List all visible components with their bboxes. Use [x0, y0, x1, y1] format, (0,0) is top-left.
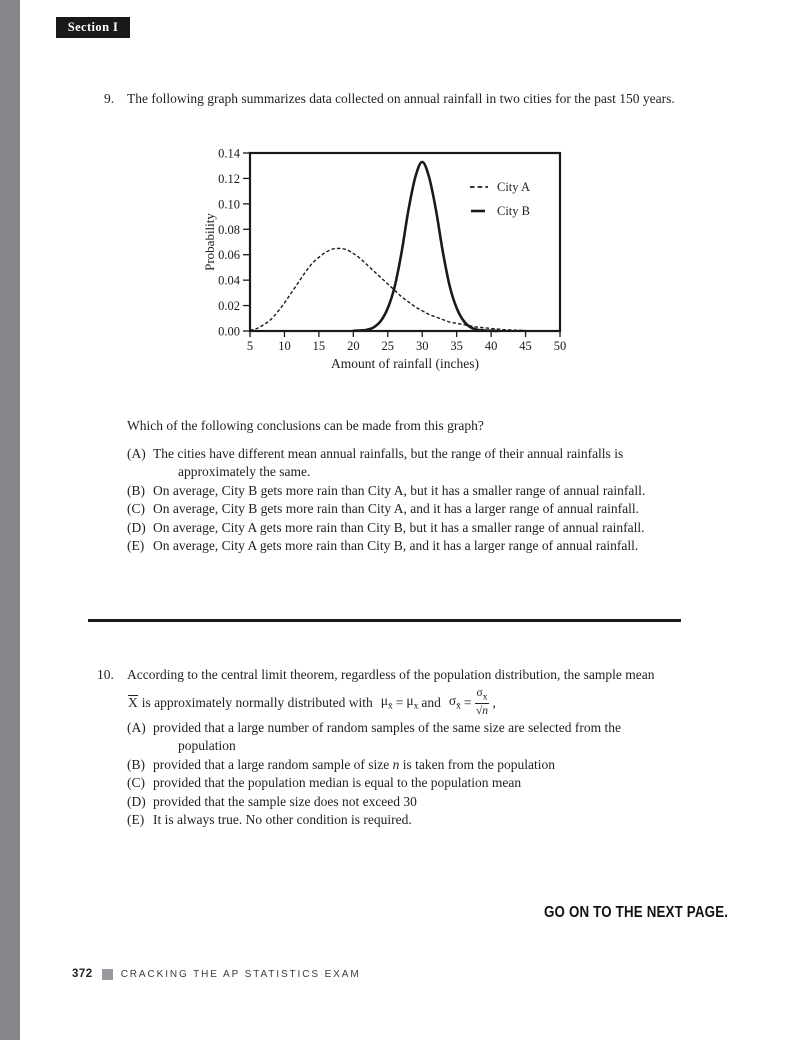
choice-9d-text: On average, City A gets more rain than City B, but it has a smaller range of annual rainfall. — [153, 519, 645, 535]
question-10-stem: According to the central limit theorem, regardless of the population distribution, the sample mean — [127, 667, 655, 682]
sigma-over-sqrt-n-fraction — [475, 687, 490, 717]
question-9-prompt: Which of the following conclusions can be made from this graph? — [127, 418, 484, 433]
page-edge-gray-strip — [0, 0, 20, 1040]
question-10 — [97, 666, 737, 718]
page-footer — [72, 968, 361, 980]
fraction-numerator: $\sigma_x$ — [476, 687, 488, 703]
choice-9b-label: (B) — [127, 482, 145, 498]
curve-city-a — [250, 248, 526, 330]
x-bar-symbol: X — [128, 694, 138, 710]
clt-formula — [127, 688, 737, 718]
choice-10c-text: provided that the population median is equal to the population mean — [153, 775, 522, 791]
choice-10b-label: (B) — [127, 756, 145, 772]
y-tick-label: 0.00 — [218, 324, 240, 339]
y-tick-label: 0.08 — [218, 222, 240, 237]
legend-label-city-b: City B — [497, 203, 530, 218]
page-number: 372 — [72, 968, 93, 980]
legend-label-city-a: City A — [497, 179, 530, 194]
choice-10a-text-cont: population — [178, 738, 236, 754]
chart-legend — [470, 180, 530, 228]
choice-10d-text: provided that the sample size does not exceed 30 — [153, 793, 417, 809]
choice-10a-label: (A) — [127, 720, 146, 735]
choice-9a-text-cont: approximately the same. — [178, 464, 311, 480]
x-tick-label: 15 — [312, 339, 326, 353]
x-tick-label: 35 — [450, 339, 463, 353]
choice-10b — [127, 756, 747, 774]
question-9-number: 9. — [104, 91, 115, 106]
choice-9a-label: (A) — [127, 446, 146, 461]
chart-y-axis-label: Probability — [202, 213, 217, 271]
x-tick-label: 50 — [553, 339, 567, 353]
and-word: and — [421, 694, 441, 710]
formula-mid-text: is approximately normally distributed with — [141, 694, 373, 710]
variable-n: n — [392, 756, 400, 772]
choice-9d-label: (D) — [127, 519, 146, 535]
question-9-choices — [127, 445, 727, 555]
choice-10b-text: provided that a large random sample of size n is taken from the population — [153, 756, 556, 772]
choice-10d-label: (D) — [127, 793, 146, 809]
choice-10e-text: It is always true. No other condition is required. — [153, 812, 412, 828]
rainfall-distribution-chart — [198, 145, 578, 385]
section-header — [56, 17, 130, 38]
choice-9c — [127, 500, 727, 518]
go-on-next-page-text: GO ON TO THE NEXT PAGE. — [543, 904, 728, 921]
x-tick-label: 40 — [484, 339, 498, 353]
x-tick-label: 5 — [246, 339, 254, 353]
choice-9d — [127, 519, 727, 537]
choice-9a-text: The cities have different mean annual rainfalls, but the range of their annual rainfalls is — [153, 446, 624, 461]
question-9 — [104, 90, 694, 109]
equals-sign-2: = — [463, 694, 472, 710]
fraction-denominator: √n — [475, 705, 488, 718]
choice-9e-text: On average, City A gets more rain than City B, and it has a larger range of annual rainfall. — [153, 538, 639, 554]
choice-10c — [127, 774, 747, 792]
chart-x-axis-label: Amount of rainfall (inches) — [330, 356, 480, 371]
solid-line-icon — [470, 208, 488, 214]
legend-item-city-b — [470, 204, 530, 218]
footer-square-icon — [102, 969, 113, 980]
choice-9b-text: On average, City B gets more rain than City A, but it has a smaller range of annual rainfall. — [153, 482, 646, 498]
choice-10e-label: (E) — [127, 812, 145, 828]
choice-10c-label: (C) — [127, 775, 145, 791]
x-tick-label: 20 — [347, 339, 360, 353]
choice-10e — [127, 811, 747, 829]
question-10-number: 10. — [97, 667, 114, 682]
choice-9b — [127, 482, 727, 500]
choice-10a-text: provided that a large number of random samples of the same size are selected from the — [153, 720, 621, 735]
dashed-line-icon — [470, 184, 488, 190]
choice-9a — [127, 445, 727, 482]
y-tick-label: 0.04 — [218, 273, 240, 288]
section-divider-rule — [88, 619, 681, 622]
trailing-comma: , — [492, 694, 496, 710]
x-tick-label: 25 — [381, 339, 395, 353]
y-tick-label: 0.02 — [218, 299, 240, 314]
choice-10a — [127, 719, 747, 756]
legend-item-city-a — [470, 180, 530, 194]
equals-sign: = — [395, 694, 404, 710]
sigma-xbar-symbol: $\sigma_{x̄}$ — [448, 693, 461, 712]
section-label: Section I — [67, 20, 119, 34]
mu-x-symbol: $\mu_x$ — [406, 693, 419, 712]
x-tick-label: 45 — [519, 339, 532, 353]
choice-9e-label: (E) — [127, 538, 145, 554]
book-title: CRACKING THE AP STATISTICS EXAM — [120, 968, 361, 980]
mu-xbar-symbol: $\mu_{x̄}$ — [380, 693, 393, 712]
choice-9c-label: (C) — [127, 501, 145, 517]
y-tick-label: 0.12 — [218, 171, 240, 186]
choice-10d — [127, 793, 747, 811]
y-tick-label: 0.06 — [218, 248, 240, 263]
y-tick-label: 0.14 — [218, 146, 240, 161]
question-10-choices — [127, 719, 747, 829]
x-tick-label: 10 — [278, 339, 291, 353]
y-tick-label: 0.10 — [218, 197, 240, 212]
question-9-stem: The following graph summarizes data collected on annual rainfall in two cities for the past 150 years. — [127, 91, 675, 106]
x-tick-label: 30 — [415, 339, 429, 353]
choice-9e — [127, 537, 727, 555]
choice-9c-text: On average, City B gets more rain than City A, and it has a larger range of annual rainfall. — [153, 501, 639, 517]
